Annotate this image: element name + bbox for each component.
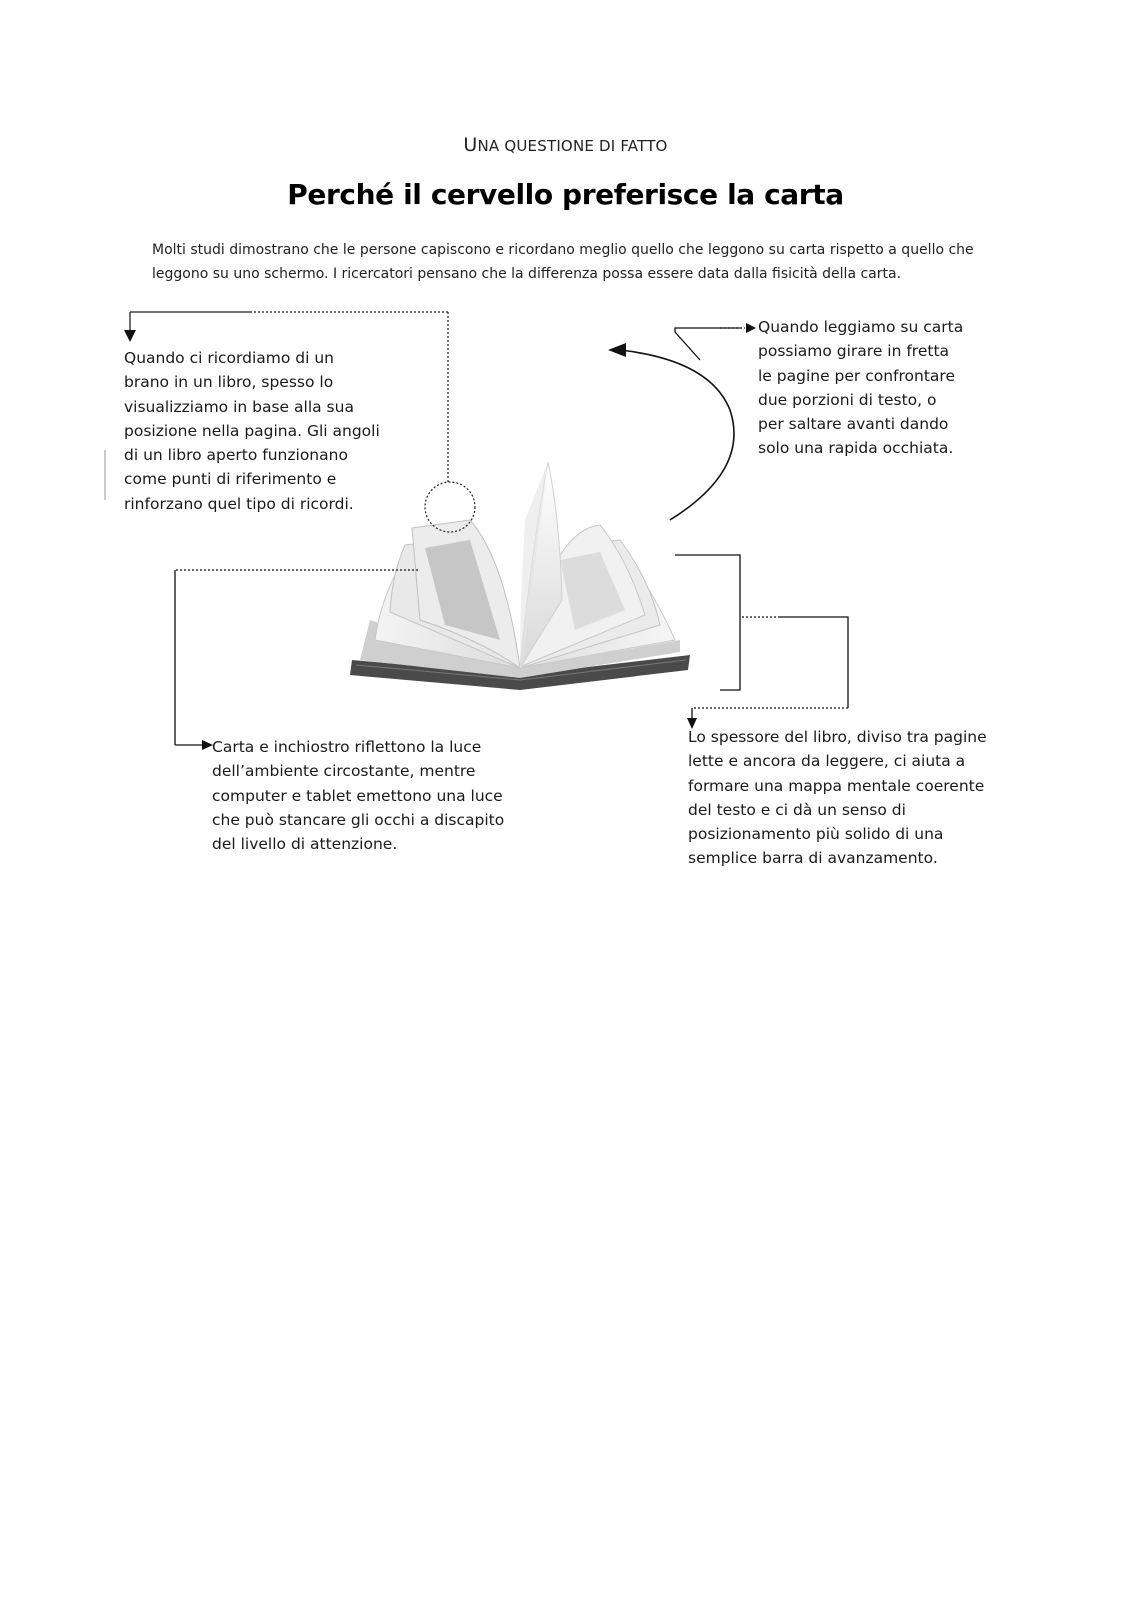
kicker-rest: NA QUESTIONE DI FATTO: [477, 137, 668, 155]
page-title: Perché il cervello preferisce la carta: [287, 178, 844, 211]
intro-paragraph: Molti studi dimostrano che le persone capiscono e ricordano meglio quello che leggono su carta rispetto a quello che leggono su uno schermo. I ricercatori pensano che la differenza possa essere data dalla fisicità della carta.: [152, 242, 974, 282]
callout-thickness: Lo spessore del libro, diviso tra pagine lette e ancora da leggere, ci aiuta a formare una mappa mentale coerente del testo e ci dà un senso di posizionamento più solido di una semplice barra di avanzamento.: [688, 728, 987, 868]
kicker-initial: U: [463, 134, 478, 156]
thickness-connector: [675, 555, 848, 729]
flipping-connector: [608, 323, 756, 520]
callout-flipping: Quando leggiamo su carta possiamo girare in fretta le pagine per confrontare due porzioni di testo, o per saltare avanti dando solo una rapida occhiata.: [758, 318, 964, 458]
callout-light: Carta e inchiostro riflettono la luce dell’ambiente circostante, mentre computer e tablet emettono una luce che può stancare gli occhi a discapito del livello di attenzione.: [212, 738, 505, 854]
callout-memory: Quando ci ricordiamo di un brano in un libro, spesso lo visualizziamo in base alla sua posizione nella pagina. Gli angoli di un libro aperto funzionano come punti di riferimento e rinforzano quel tipo di ricordi.: [124, 349, 380, 513]
